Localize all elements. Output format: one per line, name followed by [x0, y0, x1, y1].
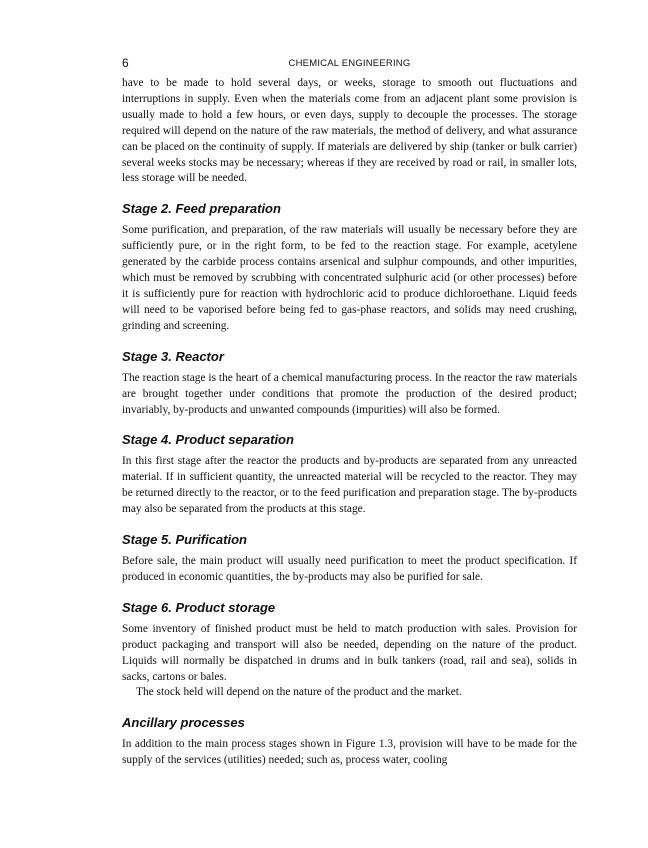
section-heading-reactor: Stage 3. Reactor — [122, 348, 224, 364]
book-page — [122, 56, 577, 769]
section-paragraph: The reaction stage is the heart of a chemical manufacturing process. In the reactor the raw materials are brought together under conditions that promote the production of the desired product; invariably, by-products and unwanted compounds (impurities) will also be formed. — [122, 371, 577, 416]
section-paragraph: Some purification, and preparation, of the raw materials will usually be necessary before they are sufficiently pure, or in the right form, to be fed to the reaction stage. For example, acetylene generated by the carbide process contains arsenical and sulphur compounds, and other impurities, which must be removed by scrubbing with concentrated sulphuric acid (or other processes) before it is sufficiently pure for reaction with hydrochloric acid to produce dichloroethane. Liquid feeds will need to be vaporised before being fed to gas-phase reactors, and solids may need crushing, grinding and screening. — [122, 224, 577, 332]
section-paragraph: Some inventory of finished product must be held to match production with sales. Provision for product packaging and transport will also be needed, depending on the nature of the product. Liquids will normally be dispatched in drums and in bulk tankers (road, rail and sea), solids in sacks, cartons or bales. — [122, 622, 577, 683]
section-heading-product-storage: Stage 6. Product storage — [122, 599, 276, 615]
section-heading-ancillary-processes: Ancillary processes — [122, 715, 245, 731]
section-paragraph: Before sale, the main product will usually need purification to meet the product specification. If produced in economic quantities, the by-products may also be purified for sale. — [122, 555, 577, 583]
page-number: 6 — [122, 56, 129, 70]
section-paragraph: The stock held will depend on the nature of the product and the market. — [136, 686, 462, 699]
section-paragraph: In this first stage after the reactor the products and by-products are separated from any unreacted material. If in sufficient quantity, the unreacted material will be recycled to the reactor. They may be returned directly to the reactor, or to the feed purification and preparation stage. The by-products may also be separated from the products at this stage. — [122, 455, 577, 516]
section-paragraph: In addition to the main process stages shown in Figure 1.3, provision will have to be made for the supply of the services (utilities) needed; such as, process water, cooling — [122, 738, 577, 767]
running-head — [122, 56, 577, 72]
running-title: CHEMICAL ENGINEERING — [288, 58, 411, 69]
intro-paragraph: have to be made to hold several days, or weeks, storage to smooth out fluctuations and interruptions in supply. Even when the materials come from an adjacent plant some provision is usually made to hold a few hours, or even days, supply to decouple the processes. The storage required will depend on the nature of the raw materials, the method of delivery, and what assurance can be placed on the continuity of supply. If materials are delivered by ship (tanker or bulk carrier) several weeks stocks may be necessary; whereas if they are received by road or rail, in smaller lots, less storage will be needed. — [122, 77, 577, 185]
section-heading-purification: Stage 5. Purification — [122, 532, 247, 548]
section-heading-product-separation: Stage 4. Product separation — [122, 432, 294, 448]
section-heading-feed-preparation: Stage 2. Feed preparation — [122, 201, 281, 217]
